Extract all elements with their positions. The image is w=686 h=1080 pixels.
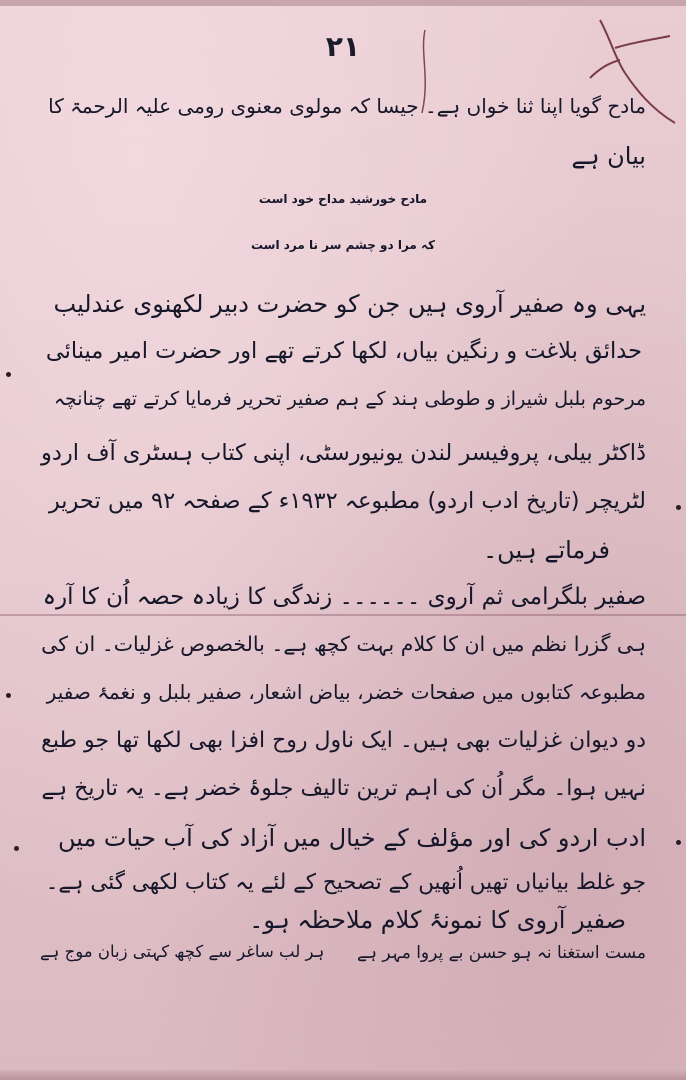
text-line: یہی وہ صفیر آروی ہیں جن کو حضرت دبیر لکھنوی عندلیب	[53, 290, 646, 318]
margin-dot	[14, 846, 19, 851]
page-crease	[0, 614, 686, 616]
quoted-text-line: نہیں ہوا۔ مگر اُن کی اہم ترین تالیف جلوۂ خضر ہے۔ یہ تاریخ ہے	[41, 776, 646, 801]
margin-dot	[6, 693, 11, 698]
poetry-couplet	[40, 942, 646, 978]
margin-dot	[6, 372, 11, 377]
text-line: حدائق بلاغت و رنگین بیاں، لکھا کرتے تھے اور حضرت امیر مینائی	[45, 338, 642, 364]
quoted-text-line: جو غلط بیانیاں تھیں اُنھیں کے تصحیح کے لئے یہ کتاب لکھی گئی ہے۔	[45, 870, 646, 895]
text-line: صفیر آروی کا نمونۂ کلام ملاحظہ ہو۔	[249, 906, 626, 934]
verse-line-1: مادح خورشید مداح خود است	[258, 192, 428, 206]
couplet-hemistich-2: ہر لب ساغر سے کچھ کہتی زبان موج ہے	[40, 942, 325, 961]
quoted-text-line: صفیر بلگرامی ثم آروی ۔۔۔۔۔۔ زندگی کا زیادہ حصہ اُن کا آرہ	[42, 584, 646, 610]
page-top-edge	[0, 0, 686, 6]
verse-line-2: کہ مرا دو چشم سر نا مرد است	[250, 238, 436, 252]
quoted-text-line: ادب اردو کی اور مؤلف کے خیال میں آزاد کی آب حیات میں	[57, 824, 646, 852]
margin-dot	[676, 505, 681, 510]
margin-dot	[676, 840, 681, 845]
text-line: لٹریچر (تاریخ ادب اردو) مطبوعہ ۱۹۳۲ء کے صفحہ ۹۲ میں تحریر	[48, 488, 646, 514]
couplet-hemistich-1: مست استغنا نہ ہو حسن بے پروا مہر ہے	[357, 943, 646, 963]
page-number: ۲۱	[325, 30, 361, 63]
text-line: ڈاکٹر بیلی، پروفیسر لندن یونیورسٹی، اپنی کتاب ہسٹری آف اردو	[41, 440, 646, 466]
quoted-text-line: دو دیوان غزلیات بھی ہیں۔ ایک ناول روح افزا بھی لکھا تھا جو طبع	[41, 728, 646, 753]
text-line: بیان ہے	[571, 142, 646, 170]
quoted-text-line: مطبوعہ کتابوں میں صفحات خضر، بیاض اشعار، صفیر بلبل و نغمۂ صفیر	[46, 680, 646, 704]
text-line: فرماتے ہیں۔	[483, 536, 610, 564]
text-line: مرحوم بلبل شیراز و طوطی ہند کے ہم صفیر تحریر فرمایا کرتے تھے چنانچہ	[53, 388, 646, 410]
quoted-text-line: ہی گزرا نظم میں ان کا کلام بہت کچھ ہے۔ بالخصوص غزلیات۔ ان کی	[41, 632, 646, 656]
page-bottom-edge	[0, 1070, 686, 1080]
text-line: مادح گویا اپنا ثنا خواں ہے۔ جیسا کہ مولوی معنوی رومی علیہ الرحمۃ کا	[48, 94, 646, 118]
